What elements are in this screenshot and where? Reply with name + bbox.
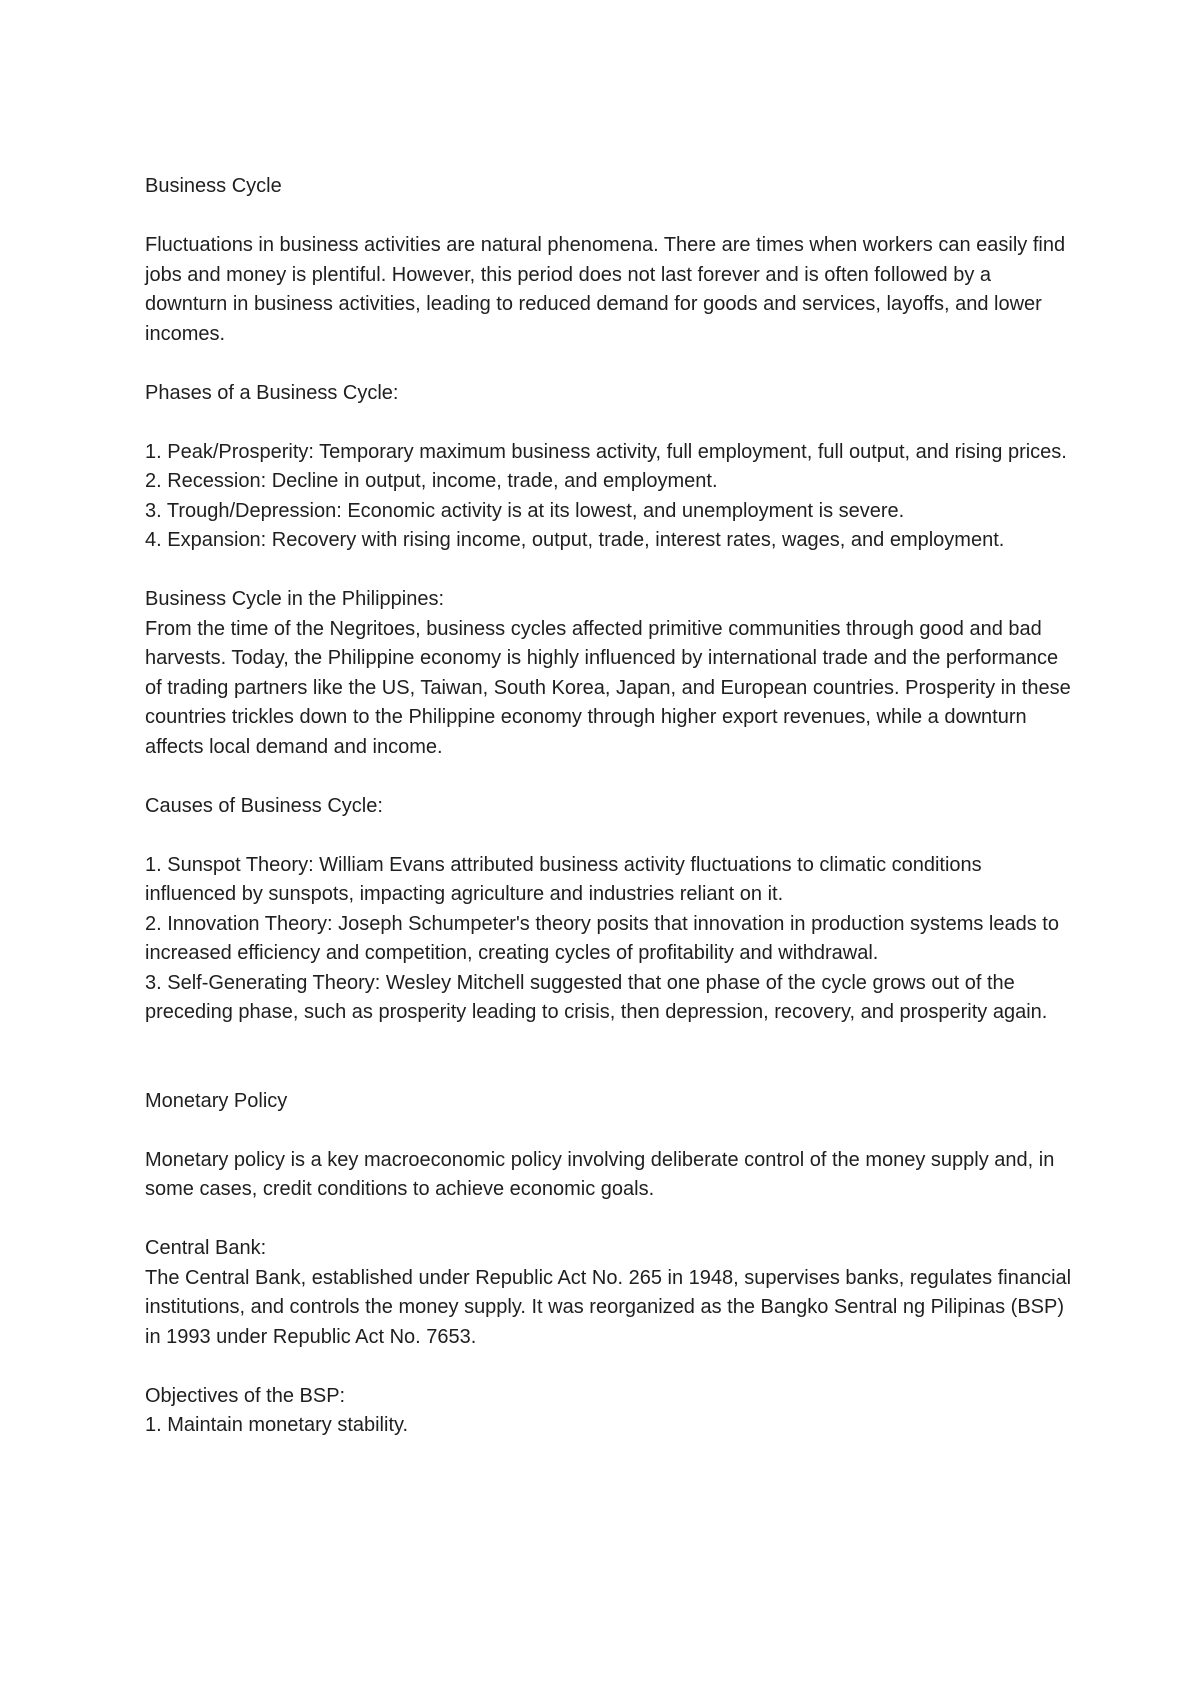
philippines-text: From the time of the Negritoes, business cycles affected primitive communities through good and bad harvests. Today, the Philippine economy is highly influenced by international trade and the performance of trading partners like the US, Taiwan, South Korea, Japan, and European countries. Prosperity in these countries trickles down to the Philippine economy through higher export revenues, while a downturn affects local demand and income. [145,617,1071,758]
monetary-policy-heading: Monetary Policy [145,1089,288,1112]
business-cycle-heading: Business Cycle [145,175,282,197]
objectives-heading: Objectives of the BSP: [145,1384,346,1407]
cause-item: 1. Sunspot Theory: William Evans attributed business activity fluctuations to climatic conditions influenced by sunspots, impacting agriculture and industries reliant on it. [145,853,982,905]
central-bank-text: The Central Bank, established under Republic Act No. 265 in 1948, supervises banks, regulates financial institutions, and controls the money supply. It was reorganized as the Bangko Sentral ng Pilipinas (BSP) in 1993 under Republic Act No. 7653. [145,1266,1072,1348]
phase-item: 2. Recession: Decline in output, income, trade, and employment. [145,470,718,492]
philippines-heading: Business Cycle in the Philippines: [145,588,445,610]
phase-item: 1. Peak/Prosperity: Temporary maximum business activity, full employment, full output, and rising prices. [145,440,1067,463]
objective-item: 1. Maintain monetary stability. [145,1414,409,1436]
phase-item: 4. Expansion: Recovery with rising income, output, trade, interest rates, wages, and employment. [145,529,1005,551]
cause-item: 3. Self-Generating Theory: Wesley Mitchell suggested that one phase of the cycle grows out of the preceding phase, such as prosperity leading to crisis, then depression, recovery, and prosperity again. [145,971,1048,1023]
document-body [145,172,1075,1441]
monetary-policy-intro: Monetary policy is a key macroeconomic policy involving deliberate control of the money supply and, in some cases, credit conditions to achieve economic goals. [145,1148,1055,1200]
phases-heading: Phases of a Business Cycle: [145,381,399,404]
business-cycle-intro: Fluctuations in business activities are natural phenomena. There are times when workers can easily find jobs and money is plentiful. However, this period does not last forever and is often followed by a downturn in business activities, leading to reduced demand for goods and services, layoffs, and lower incomes. [145,234,1066,345]
causes-heading: Causes of Business Cycle: [145,794,383,817]
phase-item: 3. Trough/Depression: Economic activity is at its lowest, and unemployment is severe. [145,499,905,522]
cause-item: 2. Innovation Theory: Joseph Schumpeter's theory posits that innovation in production systems leads to increased efficiency and competition, creating cycles of profitability and withdrawal. [145,912,1059,964]
central-bank-heading: Central Bank: [145,1237,267,1259]
